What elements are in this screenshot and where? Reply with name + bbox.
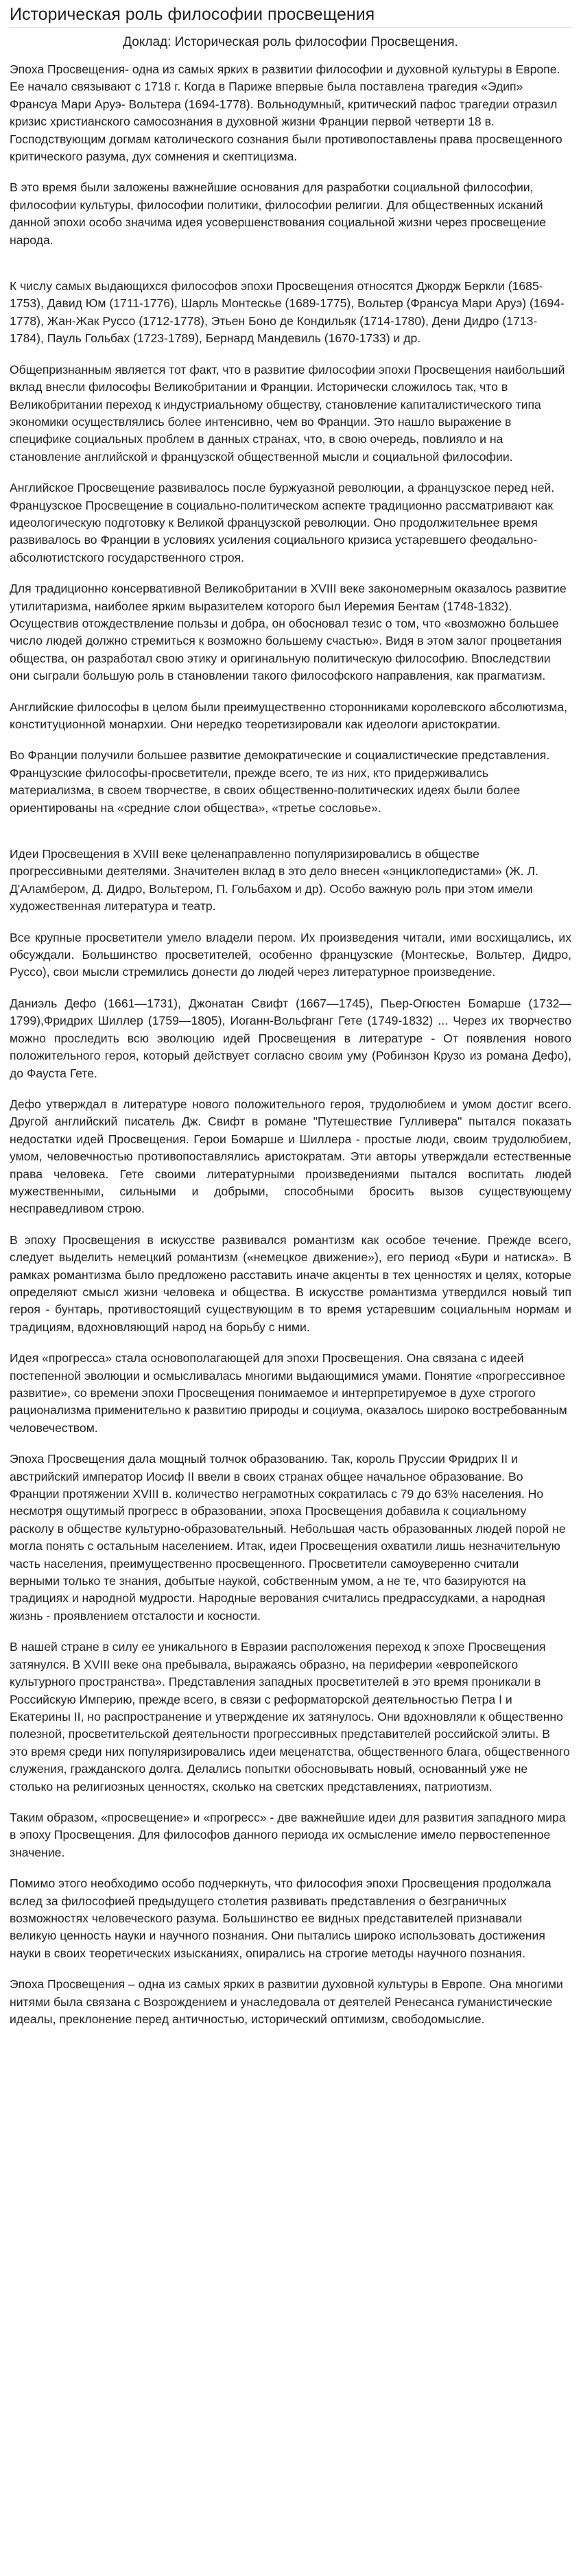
paragraph-english-philosophers: Английские философы в целом были преимущественно сторонниками королевского абсолютизма, конституционной монархии. Они нередко теоретизировали как идеологи аристократии. [10,700,568,731]
paragraph-literature-evolution: Даниэль Дефо (1661—1731), Джонатан Свифт (1667—1745), Пьер-Огюстен Бомарше (1732—1799),Фридрих Шиллер (1759—1805), Иоганн-Вольфганг Гете (1749-1832) ... Через их творчество можно проследить всю эволюцию идей Просвещения в литературе - От появления нового положительного героя, который действует согласно своим уму (Робинзон Крузо из романа Дефо), до Фауста Гете. [10,996,571,1080]
report-subtitle: Доклад: Историческая роль философии Просвещения. [123,35,458,49]
paragraph-britain-france: Общепризнанным является тот факт, что в развитие философии эпохи Просвещения наибольший вклад внесли философы Великобритании и Франции. Исторически сложилось так, что в Великобритании переход к индустриальному обществу, становление капиталистического типа экономики осуществлялись более интенсивно, чем во Франции. Это нашло выражение в специфике социальных проблем в данных странах, что, в свою очередь, повлияло и на становление английской и французской общественной мысли и социальной философии. [10,362,565,464]
paragraph-romanticism: В эпоху Просвещения в искусстве развивался романтизм как особое течение. Прежде всего, следует выделить немецкий романтизм («немецкое движение»), его период «Бури и натиска». В рамках романтизма было предложено расставить иначе акценты в тех ценностях и целях, которые определяют смысл жизни человека и общества. В искусстве романтизма утвердился новый тип героя - бунтарь, противостоящий существующим в то время устаревшим социальным нормам и традициям, вдохновляющий народ на борьбу с ними. [10,1232,571,1334]
paragraph-france-ideas: Во Франции получили большее развитие демократические и социалистические представления. Французские философы-просветители, прежде всего, те из них, кто придерживались материализма, в своем творчестве, в своих общественно-политических идеях были более ориентированы на «средние слои общества», «третье сословье». [10,748,550,815]
paragraph-conclusion: Таким образом, «просвещение» и «прогресс» - две важнейшие идеи для развития западного мира в эпоху Просвещения. Для философов данного периода их осмысление имело первостепенное значение. [10,1810,566,1859]
paragraph-reason-science: Помимо этого необходимо особо подчеркнуть, что философия эпохи Просвещения продолжала вслед за философией предыдущего столетия развивать представления о безграничных возможностях человеческого разума. Большинство ее видных представителей признавали великую ценность науки и научного познания. Они пытались широко использовать достижения науки в своих теоретических изысканиях, опирались на строгие методы научного познания. [10,1876,552,1960]
paragraph-writers: Все крупные просветители умело владели пером. Их произведения читали, ими восхищались, их обсуждали. Большинство просветителей, особенно французские (Монтескье, Вольтер, Дидро, Руссо), свои мысли стремились донести до людей через литературное произведение. [10,930,571,979]
paragraph-progress-idea: Идея «прогресса» стала основополагающей для эпохи Просвещения. Она связана с идеей постепенной эволюции и осмысливалась многими выдающимися умами. Понятие «прогрессивное развитие», со времени эпохи Просвещения понимаемое и интерпретируемое в духе строгого рационализма применительно к развитию природы и социума, оказалось широко востребованным человечеством. [10,1351,567,1435]
paragraph-english-enlightenment: Английское Просвещение развивалось после буржуазной революции, а французское перед ней. Французское Просвещение в социально-политическом аспекте традиционно рассматривают как идеологическую подготовку к Великой французской революции. Оно продолжительнее время развивалось во Франции в условиях усиления социального кризиса устаревшего феодально-абсолютистского государственного строя. [10,481,555,564]
paragraph-education: Эпоха Просвещения дала мощный толчок образованию. Так, король Пруссии Фридрих II и австрийский император Иосиф II ввели в своих странах общее начальное образование. Во Франции протяжении XVIII в. количество неграмотных сократилась с 79 до 63% населения. Но несмотря ощутимый прогресс в образовании, эпоха Просвещения добавила к социальному расколу в обществе культурно-образовательный. Небольшая часть образованных людей порой не могла понять с остальным населением. Итак, идеи Просвещения охватили лишь незначительную часть населения, преимущественно просвещенного. Просветители самоуверенно считали верными только те знания, добытые наукой, собственным умом, а не те, что базируются на традициях и народной мудрости. Народные верования считались предрассудками, а народная жизнь - проявлением отсталости и косности. [10,1452,566,1623]
page-title: Историческая роль философии просвещения [10,4,571,28]
paragraph-russia: В нашей стране в силу ее уникального в Евразии расположения переход к эпохе Просвещения затянулся. В XVIII веке она пребывала, выражаясь образно, на периферии «европейского культурного пространства». Представления западных просветителей в это время проникали в Российскую Империю, прежде всего, в связи с реформаторской деятельностью Петра I и Екатерины II, но распространение и утверждение их затянулось. Они вдохновляли к общественно полезной, просветительской деятельности прогрессивных представителей российской элиты. В это время среди них популяризировались идеи меценатства, общественного блага, общественного служения, гражданского долга. Делались попытки обосновывать новый, основанный уже не столько на религиозных ценностях, сколько на светских представлениях, патриотизм. [10,1640,570,1793]
paragraph-final: Эпоха Просвещения – одна из самых ярких в развитии духовной культуры в Европе. Она многими нитями была связана с Возрождением и унаследовала от деятелей Ренесанса гуманистические идеалы, преклонение перед античностью, исторический оптимизм, свободомыслие. [10,1977,563,2026]
paragraph-popularization: Идеи Просвещения в XVIII веке целенаправленно популяризировались в обществе прогрессивными деятелями. Значителен вклад в это дело внесен «энциклопедистами» (Ж. Л. Д'Аламбером, Д. Дидро, Вольтером, П. Гольбахом и др). Особо важную роль при этом имели художественная литература и театр. [10,847,538,914]
paragraph-defoe-hero: Дефо утверждал в литературе нового положительного героя, трудолюбием и умом достиг всего. Другой английский писатель Дж. Свифт в романе "Путешествие Гулливера" пытался показать недостатки идей Просвещения. Герои Бомарше и Шиллера - простые люди, своим трудолюбием, умом, человечностью противопоставлялись аристократам. Эти авторы утверждали естественные права человека. Гете своими литературными произведениями пытался воспитать людей мужественными, сильными и добрыми, способными бросить вызов существующему несправедливом строю. [10,1097,571,1216]
paragraph-foundations: В это время были заложены важнейшие основания для разработки социальной философии, философии культуры, философии политики, философии религии. Для общественных исканий данной эпохи особо значима идея усовершенствования социальной жизни через просвещение народа. [10,180,547,247]
paragraph-philosophers-list: К числу самых выдающихся философов эпохи Просвещения относятся Джордж Беркли (1685-1753), Давид Юм (1711-1776), Шарль Монтескье (1689-1775), Вольтер (Франсуа Мари Аруэ) (1694-1778), Жан-Жак Руссо (1712-1778), Этьен Боно де Кондильяк (1714-1780), Дени Дидро (1713-1784), Пауль Гольбах (1723-1789), Бернард Мандевиль (1670-1733) и др. [10,279,565,346]
paragraph-intro: Эпоха Просвещения- одна из самых ярких в развитии философии и духовной культуры в Европе. Ее начало связывают с 1718 г. Когда в Париже впервые была поставлена трагедия «Эдип» Франсуа Мари Аруэ- Вольтера (1694-1778). Вольнодумный, критический пафос трагедии отразил кризис христианского самосознания в духовной жизни Франции первой четверти 18 в. Господствующим догмам католического сознания были противопоставлены права просвещенного критического разума, дух сомнения и скептицизма. [10,62,562,164]
paragraph-utilitarianism: Для традиционно консервативной Великобритании в XVIII веке закономерным оказалось развитие утилитаризма, наиболее ярким выразителем которого был Иеремия Бентам (1748-1832). Осуществив отождествление пользы и добра, он обосновал тезис о том, что «возможно большее число людей должно стремиться к возможно большему счастью». Видя в этом залог процветания общества, он разработал свою этику и оригинальную политическую философию. Впоследствии они сыграли большую роль в становлении такого философского направления, как прагматизм. [10,582,567,683]
